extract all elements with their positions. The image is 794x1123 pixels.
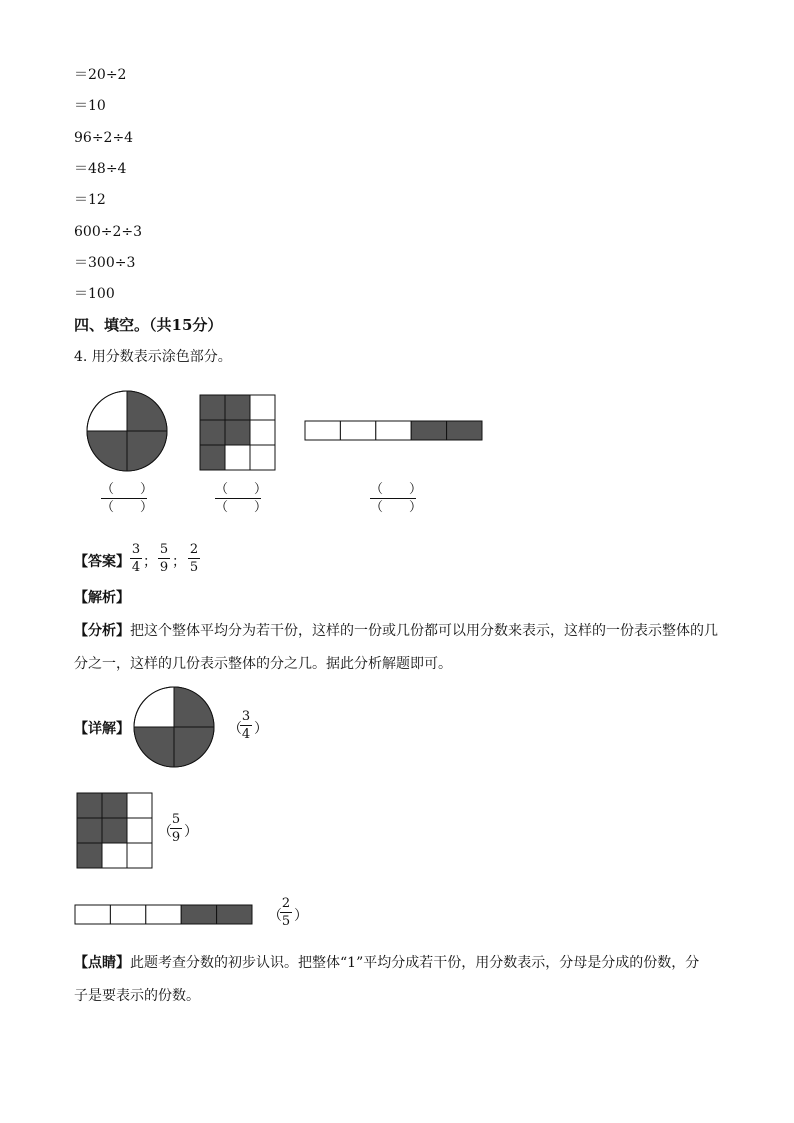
section-title: 四、填空。（共15分） [74, 316, 223, 334]
strip-figure [305, 421, 482, 440]
calc-line-5: ＝12 [74, 192, 106, 208]
denominator: 4 [131, 560, 141, 575]
calc-line-6: 600÷2÷3 [74, 224, 142, 240]
blank-numerator: （ ） [101, 482, 154, 497]
numerator: 5 [159, 542, 169, 557]
fraction-bar [370, 498, 416, 499]
analysis-text-1: 把这个整体平均分为若干份，这样的一份或几份都可以用分数来表示，这样的一份表示整体的几 [130, 623, 718, 639]
detail-grid-figure [77, 793, 152, 868]
fraction-bar [130, 558, 142, 559]
numerator: 2 [189, 542, 199, 557]
calc-line-1: ＝20÷2 [74, 67, 127, 83]
calc-line-4: ＝48÷4 [74, 161, 127, 177]
blank-denominator: （ ） [370, 500, 423, 515]
analysis-text-2: 分之一，这样的几份表示整体的分之几。据此分析解题即可。 [74, 656, 452, 672]
fraction-bar [170, 828, 182, 829]
denominator: 9 [171, 830, 181, 845]
detail-open-paren-1: （ [228, 721, 242, 737]
detail-strip-figure [75, 905, 252, 924]
answer-fraction-1 [130, 542, 142, 575]
answer-fraction-2 [158, 542, 170, 575]
denominator: 5 [281, 914, 291, 929]
answer-fraction-3 [188, 542, 200, 575]
blank-fraction-3[interactable] [370, 482, 423, 515]
numerator: 3 [131, 542, 141, 557]
circle-figure [86, 390, 168, 472]
detail-label: 【详解】 [74, 721, 130, 737]
numerator: 3 [241, 709, 251, 724]
comment-text-1: 此题考查分数的初步认识。把整体“1”平均分成若干份，用分数表示，分母是分成的份数，分 [130, 955, 700, 971]
analysis-paragraph-line-1 [74, 620, 718, 640]
denominator: 9 [159, 560, 169, 575]
detail-fraction-3 [280, 896, 292, 929]
answer-separator-1: ； [143, 554, 157, 570]
fraction-bar [188, 558, 200, 559]
detail-open-paren-2: （ [158, 824, 172, 840]
denominator: 4 [241, 727, 251, 742]
blank-fraction-2[interactable] [215, 482, 268, 515]
detail-close-paren-2: ） [184, 824, 198, 840]
detail-open-paren-3: （ [268, 908, 282, 924]
calc-line-8: ＝100 [74, 286, 115, 302]
answer-separator-2: ； [172, 554, 186, 570]
detail-close-paren-1: ） [254, 721, 268, 737]
grid-figure [200, 395, 275, 470]
question-text: 4. 用分数表示涂色部分。 [74, 349, 232, 365]
numerator: 5 [171, 812, 181, 827]
detail-fraction-2 [170, 812, 182, 845]
blank-denominator: （ ） [101, 500, 154, 515]
explanation-label: 【解析】 [74, 590, 130, 606]
comment-text-2: 子是要表示的份数。 [74, 988, 200, 1004]
comment-paragraph-line-1 [74, 952, 699, 972]
calc-line-3: 96÷2÷4 [74, 130, 134, 146]
fraction-bar [240, 725, 252, 726]
calc-line-7: ＝300÷3 [74, 255, 136, 271]
blank-numerator: （ ） [215, 482, 268, 497]
detail-fraction-1 [240, 709, 252, 742]
fraction-bar [158, 558, 170, 559]
denominator: 5 [189, 560, 199, 575]
blank-numerator: （ ） [370, 482, 423, 497]
calc-line-2: ＝10 [74, 98, 106, 114]
detail-circle-figure [133, 686, 215, 768]
blank-denominator: （ ） [215, 500, 268, 515]
analysis-label: 【分析】 [74, 623, 130, 639]
comment-label: 【点睛】 [74, 955, 130, 971]
answer-label: 【答案】 [74, 554, 130, 570]
numerator: 2 [281, 896, 291, 911]
fraction-bar [101, 498, 147, 499]
fraction-bar [215, 498, 261, 499]
blank-fraction-1[interactable] [101, 482, 154, 515]
detail-close-paren-3: ） [294, 908, 308, 924]
fraction-bar [280, 912, 292, 913]
